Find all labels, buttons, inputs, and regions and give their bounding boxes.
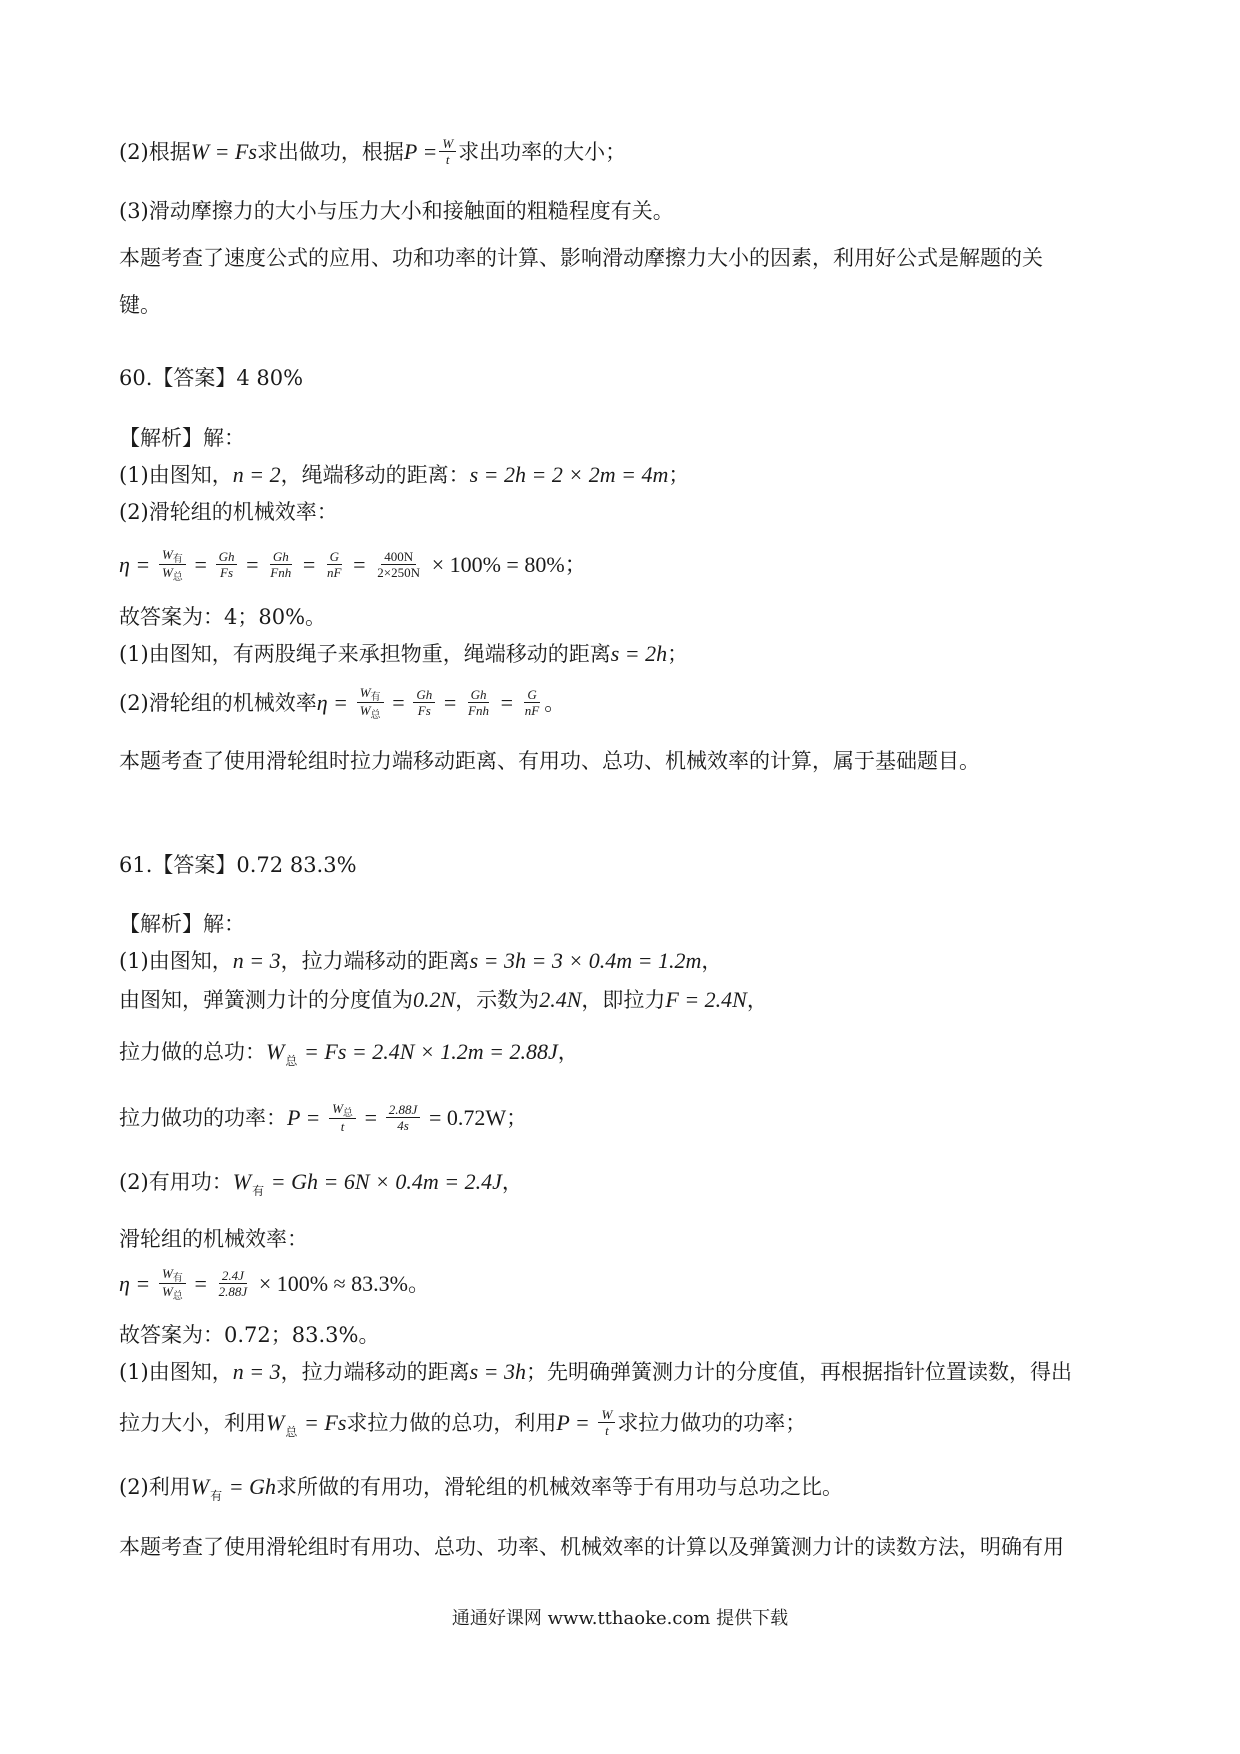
subscript: 总 — [172, 1291, 183, 1302]
fraction-denominator: Fs — [417, 703, 431, 718]
subscript: 有 — [370, 692, 381, 703]
formula: = Gh = 6N × 0.4m = 2.4J — [270, 1169, 502, 1194]
equals-sign: = — [246, 552, 259, 577]
formula: n = 3 — [232, 1359, 281, 1384]
fraction-denominator: t — [340, 1119, 345, 1134]
fraction-denominator — [159, 565, 186, 582]
subscript: 总 — [285, 1425, 298, 1439]
fraction-numerator: Gh — [270, 549, 292, 565]
symbol: W — [190, 1474, 210, 1499]
text-fragment: ，拉力端移动的距离 — [280, 1360, 470, 1384]
fraction-denominator: 2×250N — [377, 565, 421, 580]
formula: s = 2h = 2 × 2m = 4m — [469, 462, 669, 487]
symbol: W — [161, 1284, 173, 1299]
fraction — [324, 549, 344, 580]
text-fragment: 求出做功，根据 — [256, 140, 404, 164]
text-fragment: ，拉力端移动的距离 — [280, 949, 470, 973]
text-fragment: ； — [668, 463, 690, 487]
page-footer: 通通好课网 www.tthaoke.com 提供下载 — [451, 1608, 789, 1629]
text-fragment: (2)根据 — [119, 140, 191, 164]
text-fragment: 由图知，弹簧测力计的分度值为 — [119, 988, 413, 1012]
formula: η = — [119, 1271, 151, 1296]
formula: s = 3h = 3 × 0.4m = 1.2m — [469, 948, 702, 973]
formula: W = Fs — [190, 139, 257, 164]
text-line — [119, 137, 626, 169]
fraction-denominator: nF — [524, 703, 540, 718]
fraction-denominator — [159, 1284, 186, 1301]
text-line — [119, 946, 722, 976]
text-fragment: 。 — [544, 691, 566, 715]
symbol: W — [359, 703, 371, 718]
text-fragment: 求所做的有用功，滑轮组的机械效率等于有用功与总功之比。 — [276, 1475, 844, 1499]
fraction — [216, 1268, 251, 1299]
formula: n = 3 — [232, 948, 281, 973]
text-fragment: (1)由图知， — [119, 949, 233, 973]
fraction-numerator: Gh — [413, 687, 435, 703]
fraction-denominator: Fnh — [270, 565, 292, 580]
formula: × 100% = 80%； — [431, 552, 587, 577]
text-fragment: 求出功率的大小； — [458, 140, 627, 164]
fraction — [439, 136, 456, 167]
fraction-denominator: 2.88J — [218, 1284, 248, 1299]
formula: P = — [403, 139, 438, 164]
symbol: W — [161, 1266, 173, 1281]
equals-sign: = — [194, 1271, 207, 1296]
text-fragment: ， — [557, 1040, 579, 1064]
text-fragment: 拉力大小，利用 — [119, 1411, 266, 1435]
formula: = 0.72W — [428, 1105, 507, 1130]
text-fragment: ， — [501, 1170, 523, 1194]
equals-sign: = — [443, 690, 457, 715]
analysis-heading: 【解析】解： — [119, 912, 245, 936]
summary-line: 本题考查了使用滑轮组时拉力端移动距离、有用功、总功、机械效率的计算，属于基础题目。 — [119, 749, 980, 773]
symbol: W — [232, 1169, 252, 1194]
analysis-heading: 【解析】解： — [119, 426, 245, 450]
fraction — [413, 687, 435, 718]
fraction — [357, 685, 384, 720]
text-line: (2)滑轮组的机械效率： — [119, 500, 338, 524]
fraction-denominator — [357, 703, 384, 720]
text-line — [119, 1037, 579, 1070]
symbol: W — [359, 685, 371, 700]
fraction — [216, 549, 238, 580]
fraction-numerator: 2.88J — [386, 1102, 421, 1118]
subscript: 有 — [172, 1273, 183, 1284]
text-fragment: ； — [667, 642, 689, 666]
text-fragment: ， — [746, 988, 768, 1012]
fraction-denominator: nF — [327, 565, 342, 580]
formula: × 100% ≈ 83.3%。 — [258, 1271, 430, 1296]
text-line: 滑轮组的机械效率： — [119, 1227, 308, 1251]
fraction-numerator: 2.4J — [219, 1268, 247, 1284]
formula: s = 2h — [610, 641, 668, 666]
subscript: 总 — [370, 710, 381, 721]
text-line — [119, 985, 768, 1015]
text-fragment: ，示数为 — [455, 988, 540, 1012]
formula: η = — [119, 552, 151, 577]
text-fragment: (2)有用功： — [119, 1170, 233, 1194]
fraction-numerator: G — [327, 549, 342, 565]
fraction-numerator — [329, 1101, 356, 1119]
symbol: W — [332, 1101, 343, 1116]
subscript: 有 — [172, 554, 183, 565]
subscript: 有 — [252, 1184, 265, 1198]
text-line — [119, 460, 689, 490]
text-line — [119, 1472, 843, 1505]
text-line — [119, 639, 688, 669]
text-line — [119, 1357, 1072, 1387]
text-line: (3)滑动摩擦力的大小与压力大小和接触面的粗糙程度有关。 — [119, 199, 674, 223]
text-line: 键。 — [119, 293, 161, 317]
summary-line: 本题考查了使用滑轮组时有用功、总功、功率、机械效率的计算以及弹簧测力计的读数方法，明确有用 — [119, 1535, 1064, 1559]
subscript: 总 — [285, 1054, 298, 1068]
formula: n = 2 — [232, 462, 281, 487]
text-fragment: ； — [506, 1106, 528, 1130]
formula: P = — [287, 1105, 321, 1130]
fraction — [374, 549, 423, 580]
fraction-numerator: Gh — [468, 687, 490, 703]
fraction — [522, 687, 542, 718]
answer-line: 故答案为：0.72；83.3%。 — [119, 1323, 380, 1347]
fraction-denominator: Fnh — [468, 703, 489, 718]
symbol: W — [161, 547, 173, 562]
fraction-denominator: t — [605, 1423, 609, 1438]
symbol: W — [266, 1410, 285, 1435]
subscript: 总 — [172, 572, 183, 583]
fraction — [329, 1101, 356, 1134]
fraction — [159, 547, 186, 582]
text-fragment: 拉力做的总功： — [119, 1040, 266, 1064]
formula: F = 2.4N — [665, 987, 747, 1012]
fraction-numerator: Gh — [216, 549, 238, 565]
equals-sign: = — [353, 552, 366, 577]
fraction-numerator: W — [598, 1407, 615, 1423]
formula: P = — [556, 1410, 590, 1435]
fraction — [465, 687, 492, 718]
fraction — [267, 549, 294, 580]
formula: = Fs — [304, 1410, 347, 1435]
text-line — [119, 1103, 527, 1136]
fraction-numerator — [357, 685, 384, 703]
text-fragment: ，绳端移动的距离： — [280, 463, 470, 487]
text-fragment: ；先明确弹簧测力计的分度值，再根据指针位置读数，得出 — [526, 1360, 1073, 1384]
text-fragment: (2)滑轮组的机械效率 — [119, 691, 317, 715]
fraction — [159, 1266, 186, 1301]
question-61-answer: 61.【答案】0.72 83.3% — [119, 853, 357, 877]
text-line — [119, 687, 565, 722]
fraction-denominator: 4s — [397, 1118, 409, 1133]
efficiency-equation — [119, 1268, 430, 1303]
text-fragment: ， — [701, 949, 723, 973]
text-fragment: 拉力做功的功率： — [119, 1106, 287, 1130]
fraction-numerator: 400N — [381, 549, 416, 565]
fraction — [598, 1407, 615, 1438]
text-fragment: (1)由图知， — [119, 463, 233, 487]
symbol: W — [161, 565, 173, 580]
equals-sign: = — [392, 690, 405, 715]
text-line — [119, 1408, 806, 1441]
equals-sign: = — [364, 1105, 378, 1130]
subscript: 总 — [342, 1108, 353, 1119]
fraction-denominator: Fs — [220, 565, 234, 580]
question-60-answer: 60.【答案】4 80% — [119, 366, 304, 390]
equals-sign: = — [500, 690, 514, 715]
formula: = Gh — [228, 1474, 277, 1499]
fraction-numerator — [159, 547, 186, 565]
symbol: W — [266, 1039, 285, 1064]
formula: 2.4N — [539, 987, 582, 1012]
fraction-numerator: W — [439, 136, 456, 152]
fraction — [386, 1102, 421, 1133]
efficiency-equation — [119, 549, 587, 584]
formula: 0.2N — [413, 987, 456, 1012]
text-fragment: (2)利用 — [119, 1475, 191, 1499]
text-line: 本题考查了速度公式的应用、功和功率的计算、影响滑动摩擦力大小的因素，利用好公式是解题的关 — [119, 246, 1043, 270]
formula: η = — [316, 690, 349, 715]
text-fragment: ，即拉力 — [581, 988, 666, 1012]
text-fragment: 求拉力做的总功，利用 — [346, 1411, 557, 1435]
equals-sign: = — [194, 552, 207, 577]
equals-sign: = — [302, 552, 316, 577]
formula: = Fs = 2.4N × 1.2m = 2.88J — [304, 1039, 558, 1064]
text-line — [119, 1167, 523, 1200]
fraction-denominator: t — [445, 152, 450, 167]
fraction-numerator — [159, 1266, 186, 1284]
text-fragment: 求拉力做功的功率； — [617, 1411, 807, 1435]
formula: s = 3h — [469, 1359, 527, 1384]
text-fragment: (1)由图知，有两股绳子来承担物重，绳端移动的距离 — [119, 642, 611, 666]
answer-line: 故答案为：4；80%。 — [119, 605, 327, 629]
subscript: 有 — [210, 1489, 223, 1503]
fraction-numerator: G — [524, 687, 539, 703]
text-fragment: (1)由图知， — [119, 1360, 233, 1384]
